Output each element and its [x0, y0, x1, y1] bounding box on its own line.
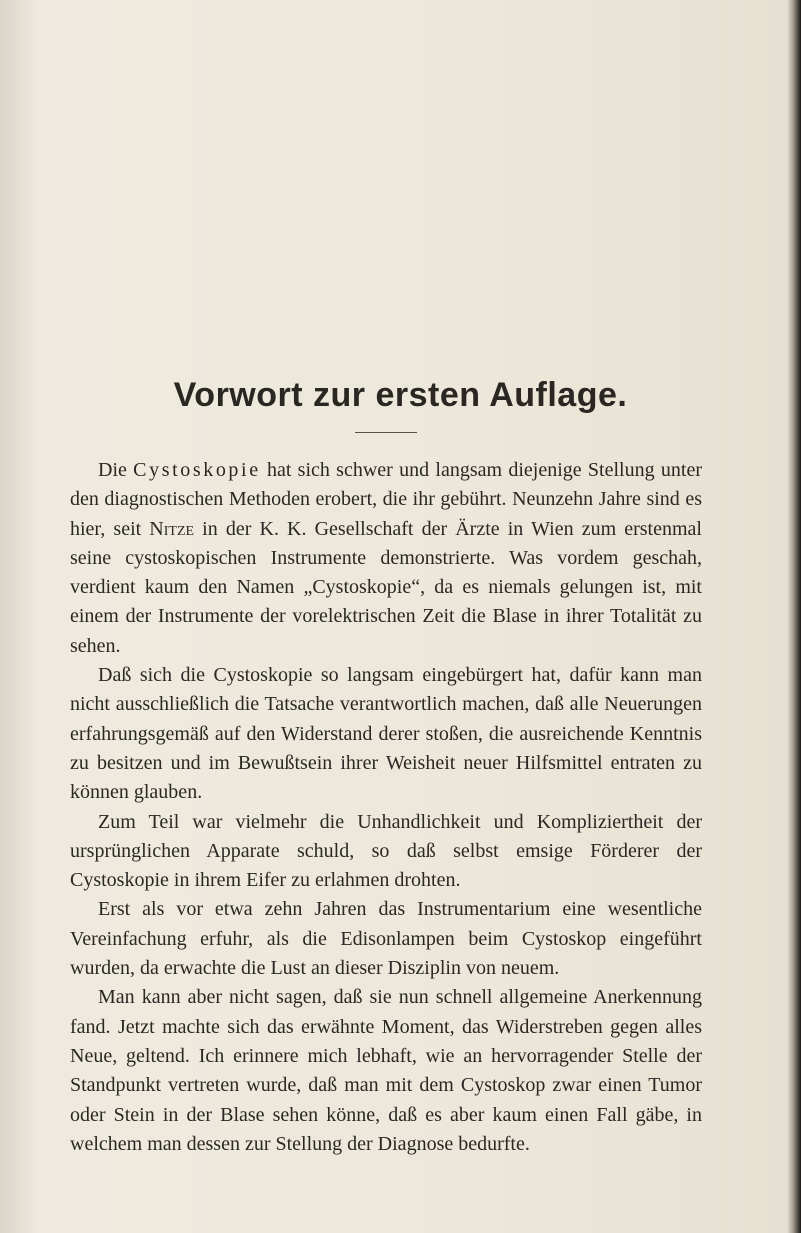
- paragraph-1-text-b: in der K. K. Gesellschaft der Ärzte in Wien zum erstenmal seine cystoskopischen Instrumente demonstrierte. Was vordem geschah, verdient kaum den Namen „Cystoskopie“, da es niemals gelungen ist, mit einem der Instrumente der vorelektrischen Zeit die Blase in ihrer Totalität zu sehen.: [70, 517, 702, 657]
- page-edge-shadow: [787, 0, 801, 1233]
- page-gutter-shade: [0, 0, 40, 1233]
- term-cystoskopie: Cystoskopie: [133, 459, 261, 481]
- paragraph-5: Man kann aber nicht sagen, daß sie nun schnell allgemeine Anerkennung fand. Jetzt machte sich das erwähnte Moment, das Widerstreben gegen alles Neue, geltend. Ich erinnere mich lebhaft, wie an hervorragender Stelle der Standpunkt vertreten wurde, daß man mit dem Cystoskop zwar einen Tumor oder Stein in der Blase sehen könne, daß es aber kaum einen Fall gäbe, in welchem man dessen zur Stellung der Diagnose bedurfte.: [70, 986, 702, 1155]
- page-heading: Vorwort zur ersten Auflage.: [173, 376, 628, 414]
- paragraph-1-lead: Die: [98, 459, 134, 481]
- heading-divider: [355, 432, 417, 433]
- body-text: [70, 456, 702, 1159]
- paragraph-1-text-a: hat sich schwer und langsam diejenige Stellung unter den diagnostischen Methoden erobert, die ihr gebührt. Neunzehn Jahre sind es hier, seit: [70, 459, 702, 540]
- paragraph-3: Zum Teil war vielmehr die Unhandlichkeit und Kompliziertheit der ursprünglichen Apparate schuld, so daß selbst emsige Förderer der Cystoskopie in ihrem Eifer zu erlahmen drohten.: [70, 810, 702, 892]
- paragraph-4: Erst als vor etwa zehn Jahren das Instrumentarium eine wesentliche Vereinfachung erfuhr, als die Edisonlampen beim Cystoskop eingeführt wurden, da erwachte die Lust an dieser Disziplin von neuem.: [70, 898, 702, 980]
- paragraph-2: Daß sich die Cystoskopie so langsam eingebürgert hat, dafür kann man nicht ausschließlich die Tatsache verantwortlich machen, daß alle Neuerungen erfahrungsgemäß auf den Widerstand derer stoßen, die ausreichende Kenntnis zu besitzen und im Bewußtsein ihrer Weisheit neuer Hilfsmittel entraten zu können glauben.: [70, 664, 702, 804]
- name-nitze: Nitze: [149, 517, 195, 540]
- paragraph-1: [70, 456, 702, 661]
